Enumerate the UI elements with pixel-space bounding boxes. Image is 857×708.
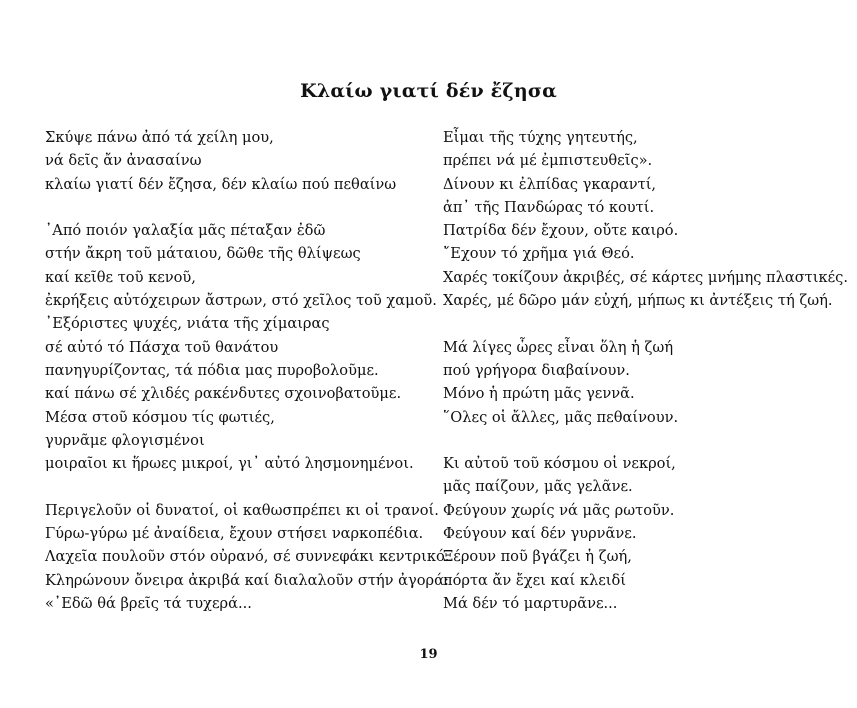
verse-line: ῞Ολες οἱ ἄλλες, μᾶς πεθαίνουν.	[443, 408, 679, 426]
verse-line: μᾶς παίζουν, μᾶς γελᾶνε.	[443, 478, 633, 496]
verse-line: Δίνουν κι ἐλπίδας γκαραντί,	[443, 175, 657, 193]
poem-title: Κλαίω γιατί δέν ἔζησα	[300, 80, 557, 102]
stanza	[443, 126, 848, 312]
verse-line: Πατρίδα δέν ἔχουν, οὔτε καιρό.	[443, 222, 679, 240]
verse-line: Μόνο ἡ πρώτη μᾶς γεννᾶ.	[443, 385, 635, 403]
verse-line: στήν ἄκρη τοῦ μάταιου, δῶθε τῆς θλίψεως	[45, 245, 361, 263]
verse-line: μοιραῖοι κι ἥρωες μικροί, γι᾿ αὐτό λησμονημένοι.	[45, 455, 414, 473]
verse-line: νά δεῖς ἄν ἀνασαίνω	[45, 152, 202, 170]
verse-line: «᾿Εδῶ θά βρεῖς τά τυχερά...	[45, 594, 252, 612]
verse-line: Λαχεῖα πουλοῦν στόν οὐρανό, σέ συννεφάκι κεντρικό.	[45, 548, 450, 566]
stanza	[45, 219, 440, 475]
verse-line: Μά δέν τό μαρτυρᾶνε...	[443, 594, 618, 612]
verse-line: ἐκρήξεις αὐτόχειρων ἄστρων, στό χεῖλος τοῦ χαμοῦ.	[45, 292, 437, 310]
verse-line: Γύρω-γύρω μέ ἀναίδεια, ἔχουν στήσει ναρκοπέδια.	[45, 525, 424, 543]
left-column	[45, 126, 450, 639]
verse-line: σέ αὐτό τό Πάσχα τοῦ θανάτου	[45, 338, 279, 356]
verse-line: πού γρήγορα διαβαίνουν.	[443, 361, 630, 379]
verse-line: Χαρές, μέ δῶρο μάν εὐχή, μήπως κι ἀντέξεις τή ζωή.	[443, 292, 833, 310]
right-column	[443, 126, 848, 639]
page-number: 19	[419, 647, 438, 662]
verse-line: ῎Εχουν τό χρῆμα γιά Θεό.	[443, 245, 635, 263]
verse-line: ᾿Από ποιόν γαλαξία μᾶς πέταξαν ἐδῶ	[45, 222, 326, 240]
stanza	[45, 499, 450, 615]
stanza	[45, 126, 440, 196]
verse-line: Εἶμαι τῆς τύχης γητευτής,	[443, 129, 638, 146]
verse-line: Κι αὐτοῦ τοῦ κόσμου οἱ νεκροί,	[443, 455, 676, 473]
verse-line: πανηγυρίζοντας, τά πόδια μας πυροβολοῦμε.	[45, 361, 379, 379]
verse-line: Κληρώνουν ὄνειρα ἀκριβά καί διαλαλοῦν στήν ἀγορά:	[45, 571, 449, 589]
verse-line: κλαίω γιατί δέν ἔζησα, δέν κλαίω πού πεθαίνω	[45, 175, 397, 193]
verse-line: Μέσα στοῦ κόσμου τίς φωτιές,	[45, 408, 275, 426]
verse-line: ᾿Εξόριστες ψυχές, νιάτα τῆς χίμαιρας	[45, 315, 330, 333]
verse-line: Μά λίγες ὧρες εἶναι ὅλη ἡ ζωή	[443, 338, 674, 356]
verse-line: Χαρές τοκίζουν ἀκριβές, σέ κάρτες μνήμης πλαστικές.	[443, 268, 848, 286]
verse-line: Σκύψε πάνω ἀπό τά χείλη μου,	[45, 129, 274, 146]
verse-line: καί πάνω σέ χλιδές ρακένδυτες σχοινοβατοῦμε.	[45, 385, 402, 403]
verse-line: πρέπει νά μέ ἐμπιστευθεῖς».	[443, 152, 653, 170]
stanza	[443, 452, 843, 615]
verse-line: ἀπ᾿ τῆς Πανδώρας τό κουτί.	[443, 198, 655, 216]
stanza	[443, 336, 843, 429]
verse-line: Ξέρουν ποῦ βγάζει ἡ ζωή,	[443, 548, 632, 566]
verse-line: Φεύγουν χωρίς νά μᾶς ρωτοῦν.	[443, 501, 675, 519]
verse-line: Φεύγουν καί δέν γυρνᾶνε.	[443, 525, 637, 543]
verse-line: Περιγελοῦν οἱ δυνατοί, οἱ καθωσπρέπει κι οἱ τρανοί.	[45, 501, 439, 519]
verse-line: πόρτα ἄν ἔχει καί κλειδί	[443, 571, 626, 589]
verse-line: γυρνᾶμε φλογισμένοι	[45, 431, 205, 449]
verse-line: καί κεῖθε τοῦ κενοῦ,	[45, 268, 196, 286]
